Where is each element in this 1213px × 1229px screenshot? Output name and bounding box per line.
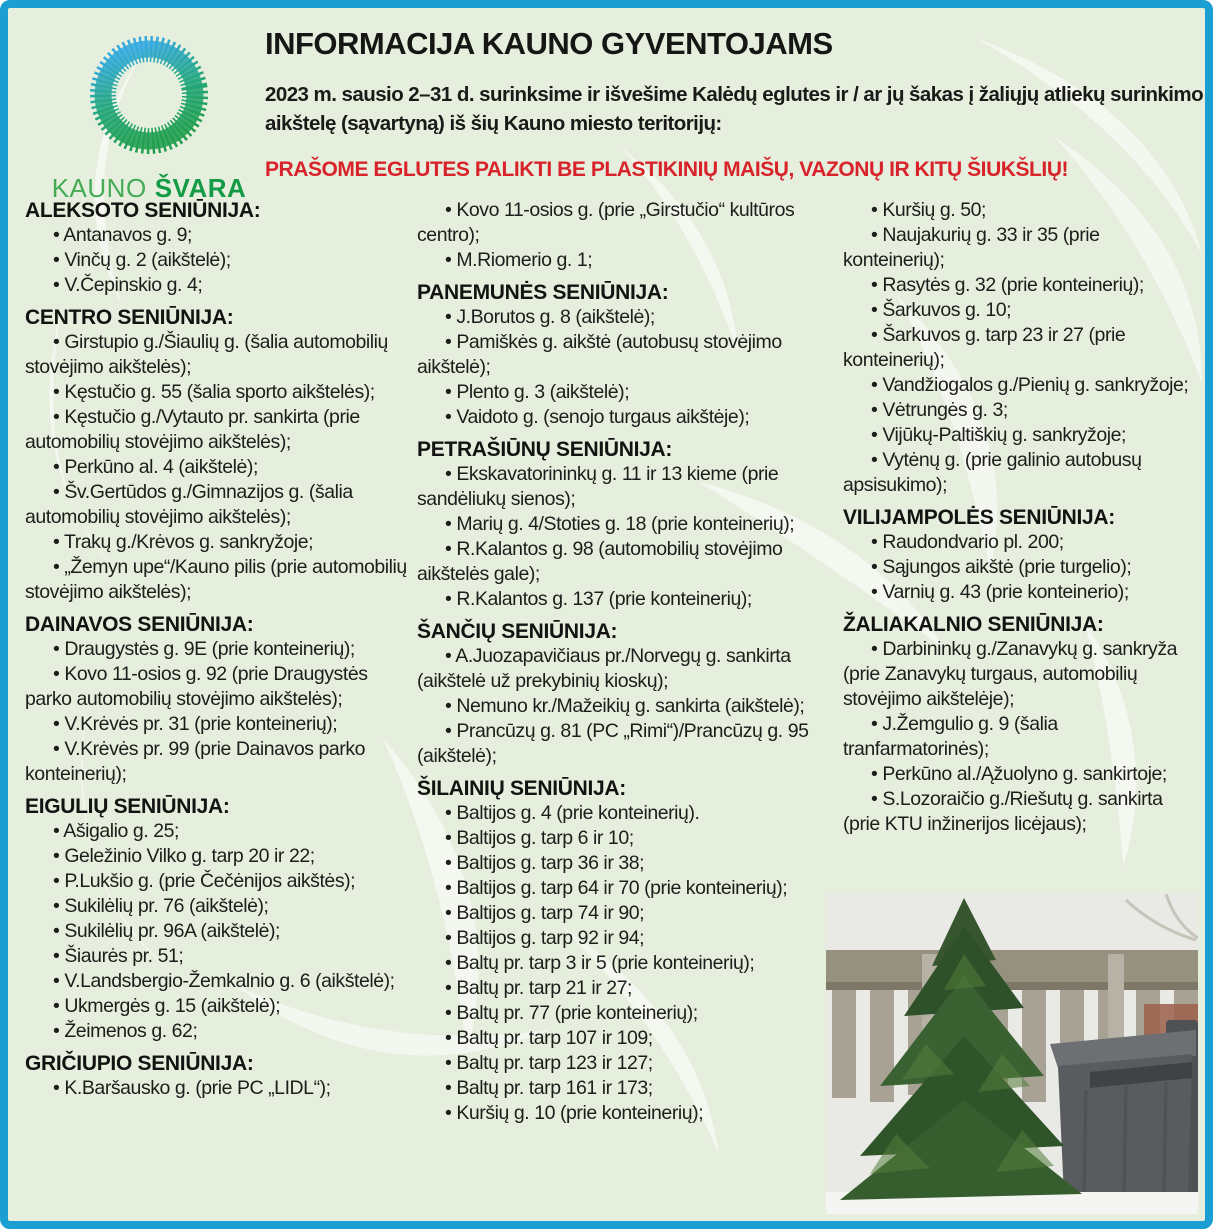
logo-text-svara: ŠVARA <box>154 173 247 203</box>
street-item: • Kuršių g. 50; <box>871 199 986 221</box>
street-item: • K.Baršausko g. (prie PC „LIDL“); <box>53 1077 331 1099</box>
column-2 <box>417 198 833 1126</box>
street-item: • Ekskavatorininkų g. 11 ir 13 kieme (prie sandėliukų sienos); <box>417 463 779 510</box>
christmas-tree-photo <box>826 894 1198 1214</box>
street-item: • Baltų pr. 77 (prie konteinerių); <box>445 1002 698 1024</box>
swirl-ring-icon <box>74 20 224 170</box>
section-title: EIGULIŲ SENIŪNIJA: <box>25 795 230 818</box>
section-title: CENTRO SENIŪNIJA: <box>25 306 234 329</box>
street-item: • V.Krėvės pr. 99 (prie Dainavos parko konteinerių); <box>25 738 366 785</box>
page-title: INFORMACIJA KAUNO GYVENTOJAMS <box>265 26 833 61</box>
street-item: • P.Lukšio g. (prie Čečėnijos aikštės); <box>53 870 356 892</box>
street-item: • Šarkuvos g. 10; <box>871 299 1012 321</box>
street-item: • Kęstučio g./Vytauto pr. sankirta (prie automobilių stovėjimo aikštelės); <box>25 406 360 453</box>
warning-text: PRAŠOME EGLUTES PALIKTI BE PLASTIKINIŲ MAIŠŲ, VAZONŲ IR KITŲ ŠIUKŠLIŲ! <box>265 158 1069 181</box>
intro-paragraph: 2023 m. sausio 2–31 d. surinksime ir išvešime Kalėdų eglutes ir / ar jų šakas į žaliųjų atliekų surinkimo aikštelę (sąvartyną) iš šių Kauno miesto teritorijų: <box>265 83 1204 135</box>
street-item: • Prancūzų g. 81 (PC „Rimi“)/Prancūzų g. 95 (aikštelė); <box>417 720 809 767</box>
street-item: • Varnių g. 43 (prie konteinerio); <box>871 581 1129 603</box>
street-item: • Darbininkų g./Zanavykų g. sankryža (prie Zanavykų turgaus, automobilių stovėjimo aikštelėje); <box>843 638 1178 710</box>
section-title: ŠILAINIŲ SENIŪNIJA: <box>417 777 626 800</box>
street-item: • Baltijos g. tarp 92 ir 94; <box>445 927 645 949</box>
street-item: • Baltijos g. tarp 64 ir 70 (prie konteinerių); <box>445 877 788 899</box>
street-item: • V.Krėvės pr. 31 (prie konteinerių); <box>53 713 338 735</box>
section-title: ALEKSOTO SENIŪNIJA: <box>25 199 261 222</box>
street-item: • Raudondvario pl. 200; <box>871 531 1064 553</box>
street-item: • Baltų pr. tarp 107 ir 109; <box>445 1027 653 1049</box>
street-item: • Ukmergės g. 15 (aikštelė); <box>53 995 281 1017</box>
street-item: • Girstupio g./Šiaulių g. (šalia automobilių stovėjimo aikštelės); <box>25 331 388 378</box>
street-item: • Vijūkų-Paltiškių g. sankryžoje; <box>871 424 1126 446</box>
street-item: • Geležinio Vilko g. tarp 20 ir 22; <box>53 845 315 867</box>
street-item: • Vinčų g. 2 (aikštelė); <box>53 249 231 271</box>
street-item: • Naujakurių g. 33 ir 35 (prie konteinerių); <box>843 224 1100 271</box>
street-item: • Kovo 11-osios g. 92 (prie Draugystės parko automobilių stovėjimo aikštelės); <box>25 663 368 710</box>
street-item: • Šiaurės pr. 51; <box>53 945 184 967</box>
street-item: • Draugystės g. 9E (prie konteinerių); <box>53 638 355 660</box>
street-item: • Baltijos g. tarp 6 ir 10; <box>445 827 634 849</box>
street-item: • Rasytės g. 32 (prie konteinerių); <box>871 274 1144 296</box>
section-title: PETRAŠIŪNŲ SENIŪNIJA: <box>417 438 673 461</box>
section-title: ŠANČIŲ SENIŪNIJA: <box>417 620 618 643</box>
street-item: • Kovo 11-osios g. (prie „Girstučio“ kultūros centro); <box>417 199 795 246</box>
street-item: • Baltijos g. tarp 74 ir 90; <box>445 902 645 924</box>
street-item: • Marių g. 4/Stoties g. 18 (prie konteinerių); <box>445 513 795 535</box>
street-item: • V.Čepinskio g. 4; <box>53 274 203 296</box>
street-item: • Vaidoto g. (senojo turgaus aikštėje); <box>445 406 750 428</box>
street-item: • M.Riomerio g. 1; <box>445 249 593 271</box>
street-item: • J.Žemgulio g. 9 (šalia tranfarmatorinės); <box>843 713 1058 760</box>
street-item: • A.Juozapavičiaus pr./Norvegų g. sankirta (aikštelė už prekybinių kioskų); <box>417 645 791 692</box>
street-item: • Perkūno al. 4 (aikštelė); <box>53 456 258 478</box>
street-item: • Ašigalio g. 25; <box>53 820 180 842</box>
street-item: • J.Borutos g. 8 (aikštelė); <box>445 306 655 328</box>
street-item: • Baltų pr. tarp 21 ir 27; <box>445 977 632 999</box>
street-item: • Nemuno kr./Mažeikių g. sankirta (aikštelė); <box>445 695 805 717</box>
street-item: • R.Kalantos g. 98 (automobilių stovėjimo aikštelės gale); <box>417 538 783 585</box>
street-item: • Sąjungos aikštė (prie turgelio); <box>871 556 1132 578</box>
section-title: PANEMUNĖS SENIŪNIJA: <box>417 281 669 304</box>
street-item: • Trakų g./Krėvos g. sankryžoje; <box>53 531 314 553</box>
street-item: • Šv.Gertūdos g./Gimnazijos g. (šalia automobilių stovėjimo aikštelės); <box>25 481 353 528</box>
street-item: • Šarkuvos g. tarp 23 ir 27 (prie konteinerių); <box>843 324 1126 371</box>
section-title: DAINAVOS SENIŪNIJA: <box>25 613 254 636</box>
street-item: • „Žemyn upe“/Kauno pilis (prie automobilių stovėjimo aikštelės); <box>25 556 407 603</box>
section-title: ŽALIAKALNIO SENIŪNIJA: <box>843 613 1104 636</box>
street-item: • Baltijos g. 4 (prie konteinerių). <box>445 802 700 824</box>
street-item: • Vėtrungės g. 3; <box>871 399 1008 421</box>
street-item: • Baltų pr. tarp 123 ir 127; <box>445 1052 653 1074</box>
street-item: • Pamiškės g. aikštė (autobusų stovėjimo aikštelė); <box>417 331 782 378</box>
street-item: • Baltų pr. tarp 3 ir 5 (prie konteinerių); <box>445 952 755 974</box>
photo-waste-bins <box>1050 1020 1198 1196</box>
logo-text-kauno: KAUNO <box>51 173 147 203</box>
column-1 <box>25 198 407 1126</box>
kauno-svara-logo <box>38 20 260 204</box>
street-item: • Baltijos g. tarp 36 ir 38; <box>445 852 645 874</box>
section-title: VILIJAMPOLĖS SENIŪNIJA: <box>843 506 1115 529</box>
street-item: • Baltų pr. tarp 161 ir 173; <box>445 1077 653 1099</box>
street-item: • Vytėnų g. (prie galinio autobusų apsisukimo); <box>843 449 1142 496</box>
street-item: • Plento g. 3 (aikštelė); <box>445 381 630 403</box>
street-item: • Perkūno al./Ąžuolyno g. sankirtoje; <box>871 763 1167 785</box>
section-title: GRIČIUPIO SENIŪNIJA: <box>25 1052 254 1075</box>
street-item: • S.Lozoraičio g./Riešutų g. sankirta (prie KTU inžinerijos licėjaus); <box>843 788 1163 835</box>
street-item: • Žeimenos g. 62; <box>53 1020 198 1042</box>
street-item: • Kęstučio g. 55 (šalia sporto aikštelės); <box>53 381 375 403</box>
street-item: • R.Kalantos g. 137 (prie konteinerių); <box>445 588 752 610</box>
street-item: • Antanavos g. 9; <box>53 224 193 246</box>
street-item: • Kuršių g. 10 (prie konteinerių); <box>445 1102 704 1124</box>
street-item: • V.Landsbergio-Žemkalnio g. 6 (aikštelė); <box>53 970 395 992</box>
street-item: • Sukilėlių pr. 76 (aikštelė); <box>53 895 269 917</box>
street-item: • Vandžiogalos g./Pienių g. sankryžoje; <box>871 374 1189 396</box>
street-item: • Sukilėlių pr. 96A (aikštelė); <box>53 920 280 942</box>
